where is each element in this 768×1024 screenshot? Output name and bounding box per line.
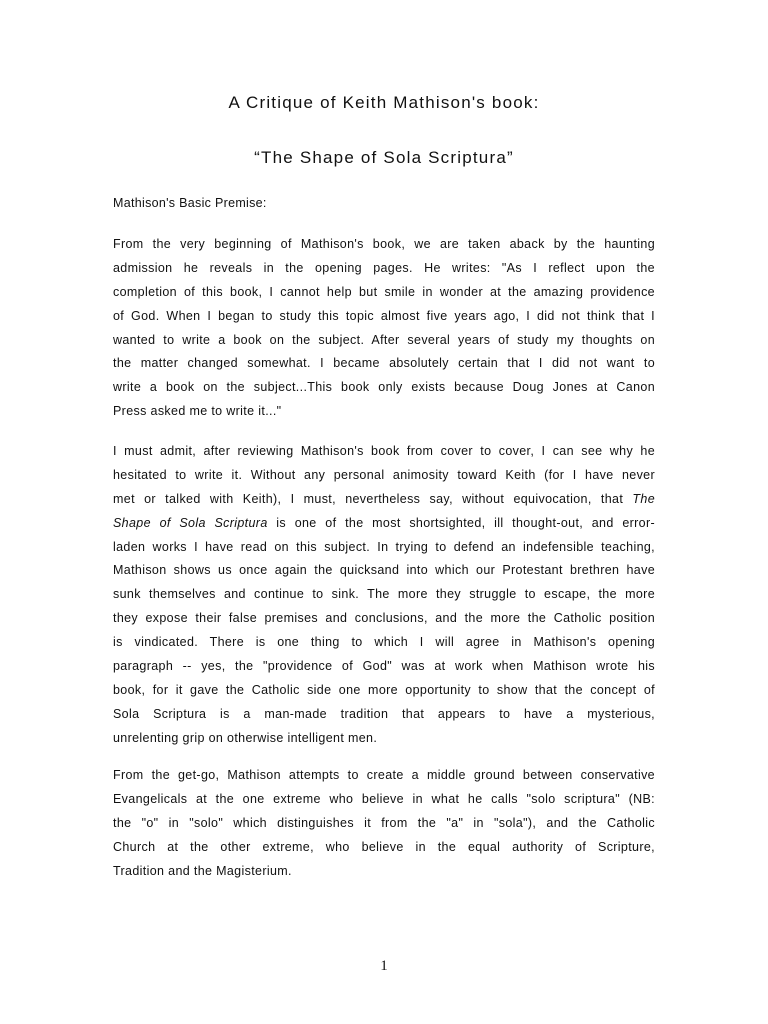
paragraph-line: Church at the other extreme, who believe in the equal authority of Scripture, — [113, 839, 655, 854]
paragraph-line: Tradition and the Magisterium. — [113, 863, 292, 878]
paragraph-line: admission he reveals in the opening pages. He writes: "As I reflect upon the — [113, 260, 655, 275]
paragraph-line: From the very beginning of Mathison's book, we are taken aback by the haunting — [113, 237, 655, 251]
paragraph-line: Press asked me to write it..." — [113, 404, 282, 419]
paragraph-line: laden works I have read on this subject. In trying to defend an indefensible teaching, — [113, 539, 655, 554]
paragraph-line: completion of this book, I cannot help but smile in wonder at the amazing providence — [113, 284, 655, 299]
book-title-italic: The — [632, 491, 655, 506]
paragraph-line: the "o" in "solo" which distinguishes it from the "a" in "sola"), and the Catholic — [113, 815, 655, 830]
document-subtitle: “The Shape of Sola Scriptura” — [254, 148, 514, 167]
page-number: 1 — [380, 958, 388, 974]
paragraph-line: From the get-go, Mathison attempts to create a middle ground between conservative — [113, 768, 655, 782]
paragraph-line: they expose their false premises and conclusions, and the more the Catholic position — [113, 611, 655, 626]
paragraph-text: met or talked with Keith), I must, nevertheless say, without equivocation, that — [113, 491, 633, 506]
paragraph-line: write a book on the subject...This book only exists because Doug Jones at Canon — [113, 380, 655, 395]
section-heading: Mathison's Basic Premise: — [113, 196, 267, 210]
paragraph-line: wanted to write a book on the subject. After several years of study my thoughts on — [113, 332, 655, 347]
paragraph-1 — [113, 233, 655, 424]
paragraph-line: hesitated to write it. Without any personal animosity toward Keith (for I have never — [113, 467, 655, 482]
paragraph-line — [113, 512, 655, 536]
paragraph-3 — [113, 764, 655, 883]
paragraph-line — [113, 488, 655, 512]
paragraph-line: sunk themselves and continue to sink. The more they struggle to escape, the more — [113, 587, 655, 602]
paragraph-line: book, for it gave the Catholic side one more opportunity to show that the concept of — [113, 682, 655, 697]
paragraph-text: is one of the most shortsighted, ill thought-out, and error- — [267, 515, 655, 530]
paragraph-line: of God. When I began to study this topic almost five years ago, I did not think that I — [113, 308, 655, 323]
paragraph-line: unrelenting grip on otherwise intelligent men. — [113, 730, 378, 745]
paragraph-line: Mathison shows us once again the quicksand into which our Protestant brethren have — [113, 563, 655, 578]
paragraph-line: is vindicated. There is one thing to which I will agree in Mathison's opening — [113, 635, 655, 650]
paragraph-line: Sola Scriptura is a man-made tradition that appears to have a mysterious, — [113, 706, 655, 721]
paragraph-line: the matter changed somewhat. I became absolutely certain that I did not want to — [113, 356, 655, 371]
paragraph-2 — [113, 440, 655, 751]
book-title-italic: Shape of Sola Scriptura — [113, 515, 268, 530]
document-title: A Critique of Keith Mathison's book: — [228, 93, 540, 112]
paragraph-line: paragraph -- yes, the "providence of God" was at work when Mathison wrote his — [113, 659, 655, 674]
paragraph-line: Evangelicals at the one extreme who believe in what he calls "solo scriptura" (NB: — [113, 791, 655, 806]
paragraph-line: I must admit, after reviewing Mathison's book from cover to cover, I can see why he — [113, 444, 655, 458]
